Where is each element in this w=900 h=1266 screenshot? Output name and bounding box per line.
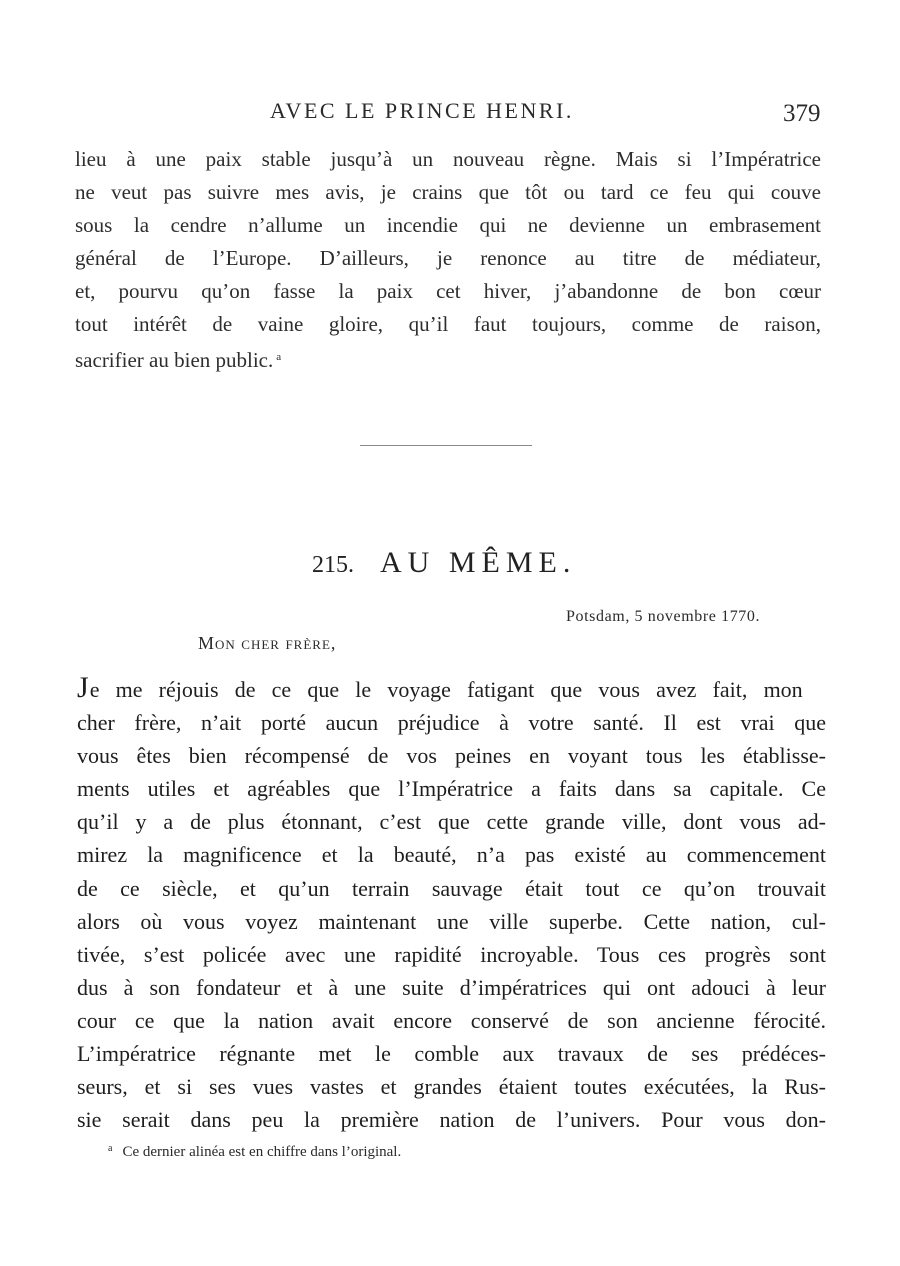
text-line: de ce siècle, et qu’un terrain sauvage était tout ce qu’on trouvait [77,875,826,901]
text-line: cher frère, n’ait porté aucun préjudice à votre santé. Il est vrai que [77,710,826,736]
text-line: qu’il y a de plus étonnant, c’est que cette grande ville, dont vous ad- [77,809,826,835]
text-line: général de l’Europe. D’ailleurs, je renonce au titre de médiateur, [75,246,821,270]
text-line: et, pourvu qu’on fasse la paix cet hiver, j’abandonne de bon cœur [75,279,821,303]
text-line: sie serait dans peu la première nation de l’univers. Pour vous don- [77,1107,826,1133]
text-line-content: e me réjouis de ce que le voyage fatigant que vous avez fait, mon [89,677,803,702]
text-line-content: sacrifier au bien public. [75,348,274,372]
text-line: seurs, et si ses vues vastes et grandes étaient toutes exécutées, la Rus- [77,1074,826,1100]
text-line: mirez la magnificence et la beauté, n’a pas existé au commencement [77,842,826,868]
letter-heading [312,546,576,580]
text-line: vous êtes bien récompensé de vos peines en voyant tous les établisse- [77,743,826,769]
text-line: ments utiles et agréables que l’Impératrice a faits dans sa capitale. Ce [77,776,826,802]
text-line: cour ce que la nation avait encore conservé de son ancienne férocité. [77,1007,826,1033]
text-line: alors où vous voyez maintenant une ville superbe. Cette nation, cul- [77,908,826,934]
text-line: L’impératrice régnante met le comble aux travaux de ses prédéces- [77,1041,826,1067]
footnote-mark: a [108,1143,113,1154]
text-line: dus à son fondateur et à une suite d’impératrices qui ont adouci à leur [77,974,826,1000]
text-line: sous la cendre n’allume un incendie qui ne devienne un embrasement [75,213,821,237]
dateline: Potsdam, 5 novembre 1770. [566,608,761,625]
text-line-first [77,673,826,706]
footnote [108,1143,401,1161]
text-line: lieu à une paix stable jusqu’à un nouveau règne. Mais si l’Impératrice [75,147,821,171]
running-title: AVEC LE PRINCE HENRI. [270,98,574,123]
section-separator [360,445,532,446]
page-number: 379 [783,100,821,127]
footnote-reference: a [276,351,282,363]
paragraph-continued [75,143,821,377]
letter-title: AU MÊME. [380,546,577,579]
text-line: ne veut pas suivre mes avis, je crains que tôt ou tard ce feu qui couve [75,180,821,204]
letter-number: 215. [312,552,354,578]
running-head [0,98,900,132]
drop-cap: J [77,671,89,704]
text-line: tivée, s’est policée avec une rapidité incroyable. Tous ces progrès sont [77,941,826,967]
letter-body [77,673,826,1136]
salutation: Mon cher frère, [198,633,337,653]
text-line-last [75,341,821,377]
footnote-text: Ce dernier alinéa est en chiffre dans l’original. [122,1144,402,1160]
text-line: tout intérêt de vaine gloire, qu’il faut toujours, comme de raison, [75,312,821,336]
